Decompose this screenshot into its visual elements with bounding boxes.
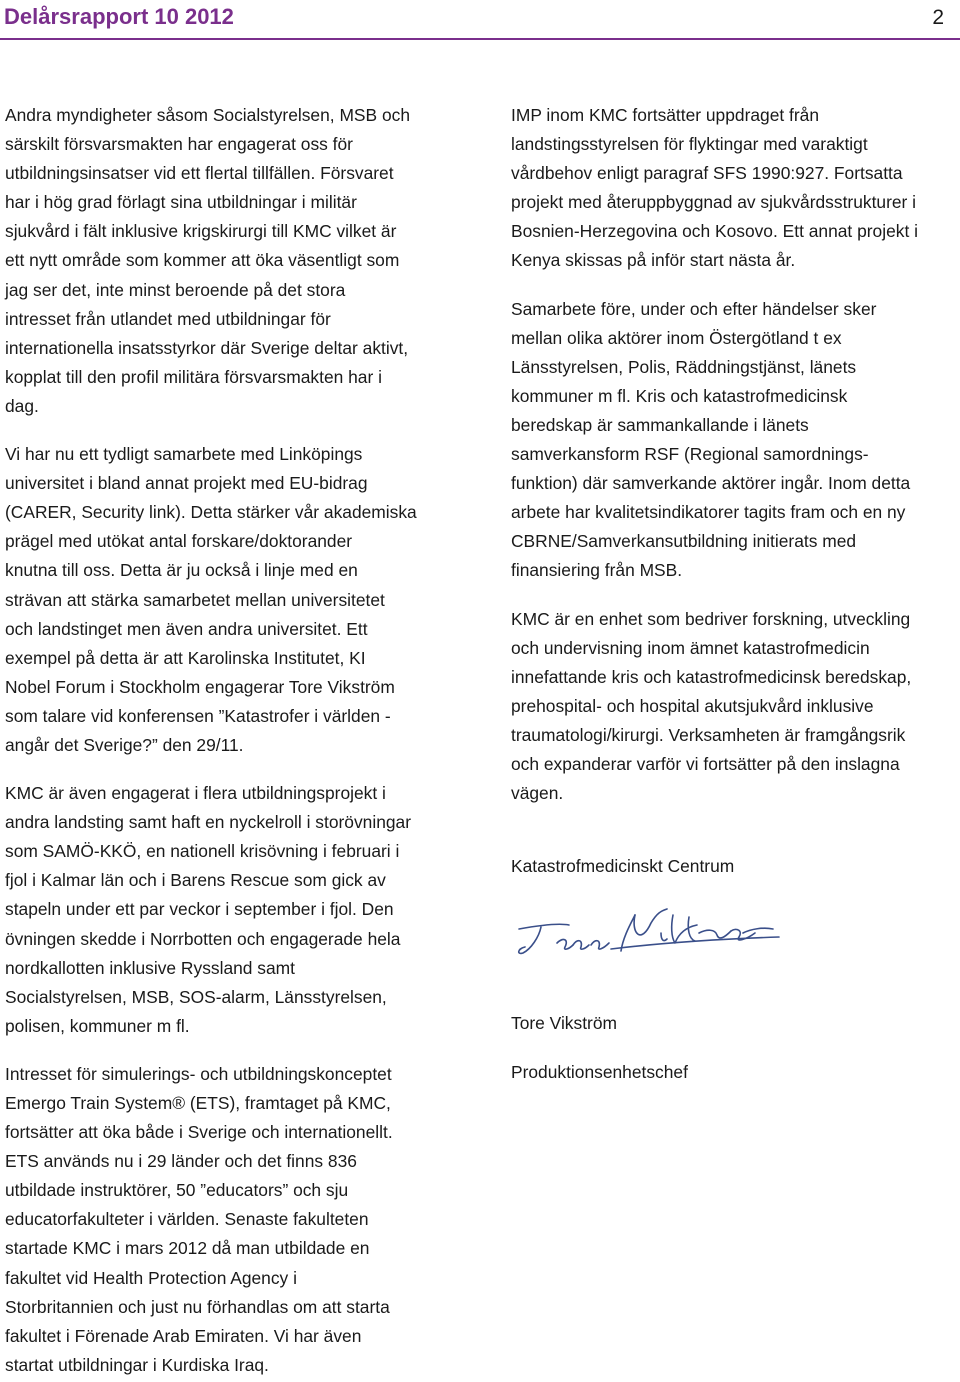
- left-column: [5, 101, 460, 1380]
- paragraph-imp-assignment: IMP inom KMC fortsätter uppdraget från landstingsstyrelsen för flyktingar med varaktigt vårdbehov enligt paragraf SFS 1990:927. Fortsatta projekt med återuppbyggnad av sjukvårdsstrukturer i Bosnien-Herzegovina och Kosovo. Ett annat projekt i Kenya skissas på inför start nästa år.: [511, 105, 918, 271]
- paragraph-training-projects: KMC är även engagerat i flera utbildningsprojekt i andra landsting samt haft en nyckelroll i storövningar som SAMÖ-KKÖ, en nationell krisövning i februari i fjol i Kalmar län och i Barens Rescue som gick av stapeln under ett par veckor i september i fjol. Den övningen skedde i Norrbotten och engagerade hela nordkallotten inklusive Ryssland samt Socialstyrelsen, MSB, SOS-alarm, Länsstyrelsen, polisen, kommuner m fl.: [5, 783, 411, 1036]
- paragraph-emergo-train-system: Intresset för simulerings- och utbildningskonceptet Emergo Train System® (ETS), framtaget på KMC, fortsätter att öka både i Sverige och internationellt. ETS används nu i 29 länder och det finns 836 utbildade instruktörer, 50 ”educators” och sju educatorfakulteter i världen. Senaste fakulteten startade KMC i mars 2012 då man utbildade en fakultet vid Health Protection Agency i Storbritannien och just nu förhandlas om att starta fakultet i Förenade Arab Emiraten. Vi har även startat utbildningar i Kurdiska Iraq.: [5, 1063, 393, 1375]
- page-number: 2: [932, 6, 944, 29]
- right-column: [511, 101, 960, 1087]
- header-divider: [0, 38, 960, 40]
- page-title: Delårsrapport 10 2012: [4, 4, 234, 29]
- paragraph-military-training: Andra myndigheter såsom Socialstyrelsen, MSB och särskilt försvarsmakten har engagerat oss för utbildningsinsatser vid ett flertal tillfällen. Försvaret har i hög grad förlagt sina utbildningar i militär sjukvård i fält inklusive krigskirurgi till KMC vilket är ett nytt område som kommer att öka väsentligt som jag ser det, inte minst beroende på det stora intresset från utlandet med utbildningar för internationella insatsstyrkor där Sverige deltar aktivt, kopplat till den profil militära försvarsmakten har i dag.: [5, 105, 410, 416]
- paragraph-regional-collaboration: Samarbete före, under och efter händelser sker mellan olika aktörer inom Östergötland t ex Länsstyrelsen, Polis, Räddningstjänst, länets kommuner m fl. Kris och katastrofmedicinsk beredskap är sammankallande i länets samverkansform RSF (Regional samordnings- funktion) där samverkande aktörer ingår. Inom detta arbete har kvalitetsindikatorer tagits fram och en ny CBRNE/Samverkansutbildning initierats med finansiering från MSB.: [511, 298, 911, 581]
- handwritten-signature: [511, 903, 791, 969]
- signature-role: Produktionsenhetschef: [511, 1062, 688, 1083]
- paragraph-linkoping-collaboration: Vi har nu ett tydligt samarbete med Linköpings universitet i bland annat projekt med EU-bidrag (CARER, Security link). Detta stärker vår akademiska prägel med utökat antal forskare/doktorander knutna till oss. Detta är ju också i linje med en strävan att stärka samarbetet mellan universitetet och landstinget men även andra universitet. Ett exempel på detta är att Karolinska Institutet, KI Nobel Forum i Stockholm engagerar Tore Vikström som talare vid konferensen ”Katastrofer i världen - angår det Sverige?” den 29/11.: [5, 444, 417, 755]
- signature-organization: Katastrofmedicinskt Centrum: [511, 856, 735, 877]
- paragraph-kmc-description: KMC är en enhet som bedriver forskning, utveckling och undervisning inom ämnet katastrofmedicin innefattande kris och katastrofmedicinsk beredskap, prehospital- och hospital akutsjukvård inklusive traumatologi/kirurgi. Verksamheten är framgångsrik och expanderar varför vi fortsätter på den inslagna vägen.: [511, 608, 912, 804]
- signature-name: Tore Vikström: [511, 1013, 617, 1034]
